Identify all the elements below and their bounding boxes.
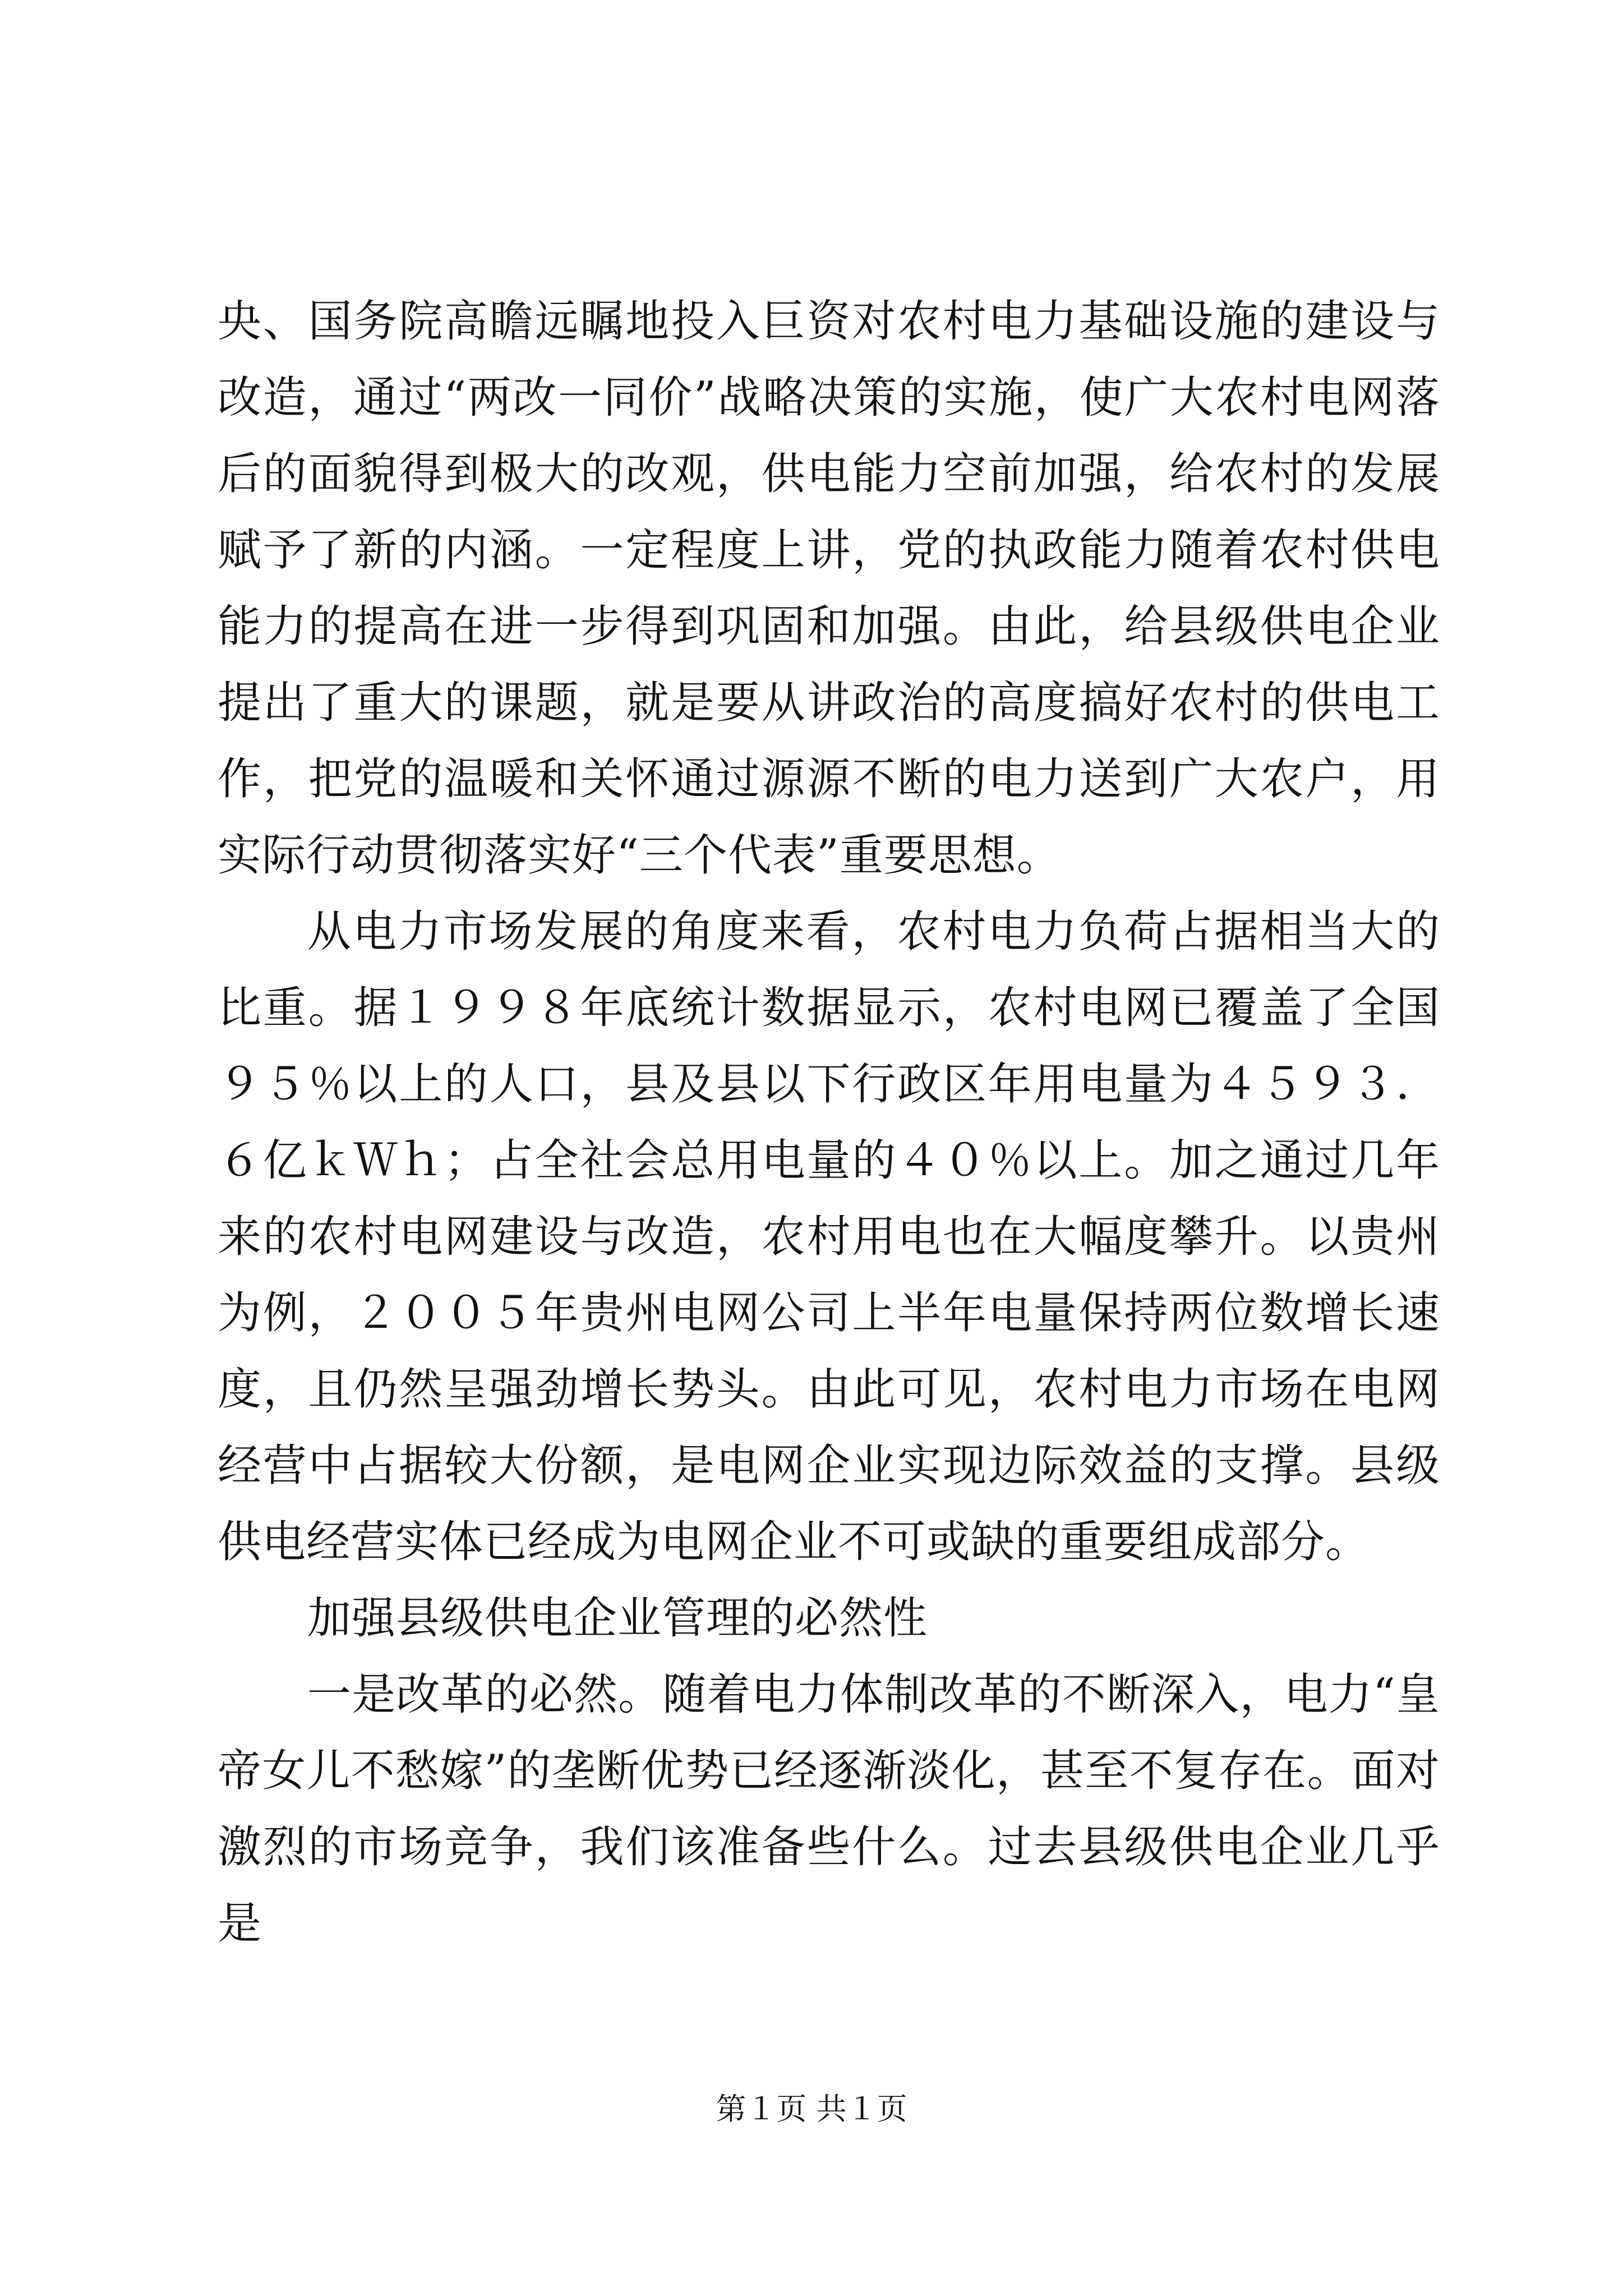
paragraph-1: 央、国务院高瞻远瞩地投入巨资对农村电力基础设施的建设与改造，通过“两改一同价”战略决策的实施，使广大农村电网落后的面貌得到极大的改观，供电能力空前加强，给农村的发展赋予了新的内涵。一定程度上讲，党的执政能力随着农村供电能力的提高在进一步得到巩固和加强。由此，给县级供电企业提出了重大的课题，就是要从讲政治的高度搞好农村的供电工作，把党的温暖和关怀通过源源不断的电力送到广大农户，用实际行动贯彻落实好“三个代表”重要思想。 (218, 296, 1440, 881)
page-footer: 第１页 共１页 (716, 2091, 907, 2127)
section-heading: 加强县级供电企业管理的必然性 (307, 1593, 928, 1644)
document-body (218, 283, 1440, 1962)
paragraph-2: 从电力市场发展的角度来看，农村电力负荷占据相当大的比重。据１９９８年底统计数据显示，农村电网已覆盖了全国９５％以上的人口，县及县以下行政区年用电量为４５９３．６亿ｋＷｈ；占全社会总用电量的４０％以上。加之通过几年来的农村电网建设与改造，农村用电也在大幅度攀升。以贵州为例，２００５年贵州电网公司上半年电量保持两位数增长速度，且仍然呈强劲增长势头。由此可见，农村电力市场在电网经营中占据较大份额，是电网企业实现边际效益的支撑。县级供电经营实体已经成为电网企业不可或缺的重要组成部分。 (218, 907, 1440, 1567)
paragraph-3: 一是改革的必然。随着电力体制改革的不断深入，电力“皇帝女儿不愁嫁”的垄断优势已经逐渐淡化，甚至不复存在。面对激烈的市场竞争，我们该准备些什么。过去县级供电企业几乎是 (218, 1669, 1440, 1949)
